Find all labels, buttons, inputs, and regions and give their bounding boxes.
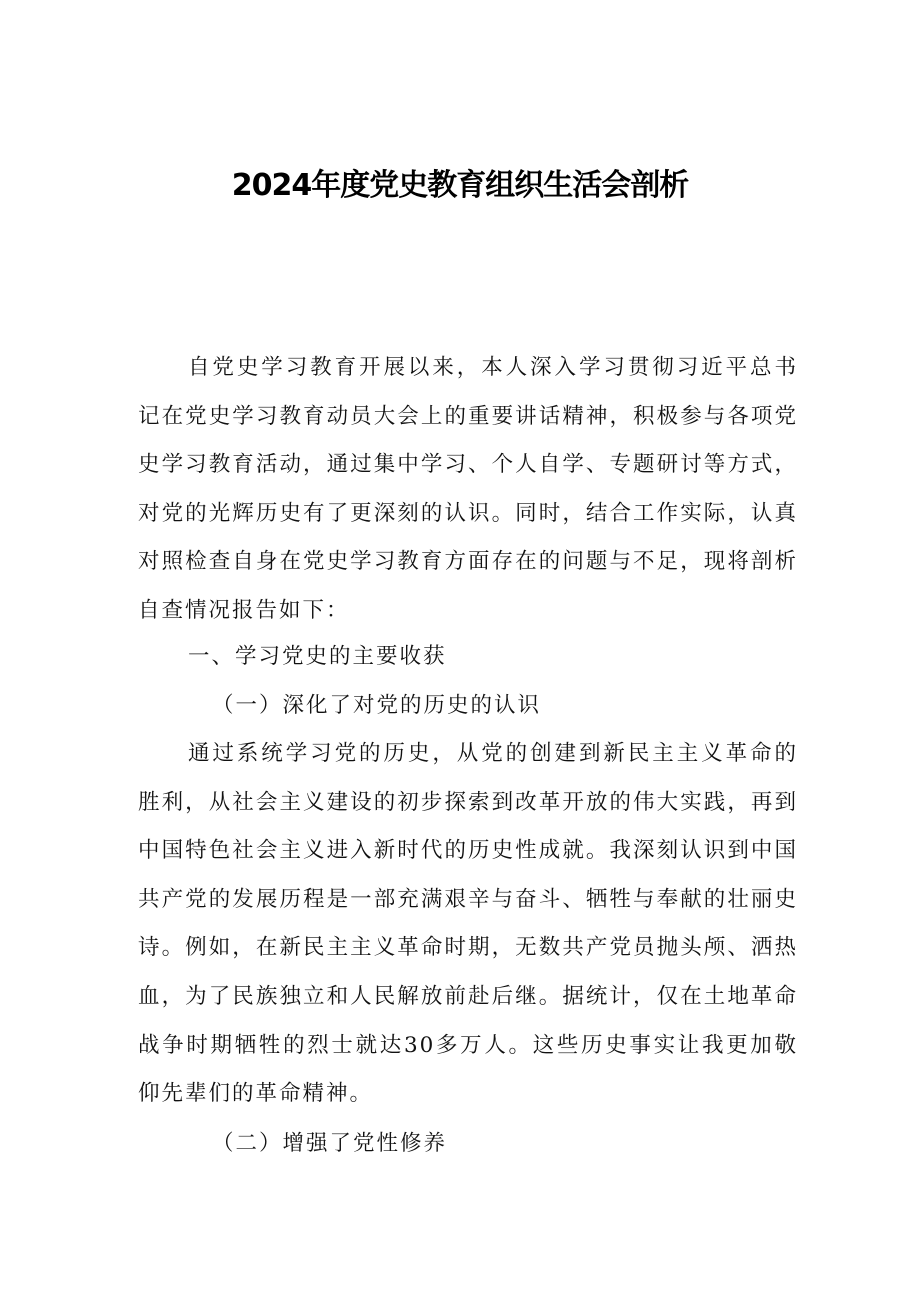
subsection-paragraph-1: 通过系统学习党的历史，从党的创建到新民主主义革命的胜利，从社会主义建设的初步探索到改革开放的伟大实践，再到中国特色社会主义进入新时代的历史性成就。我深刻认识到中国共产党的发展历程是一部充满艰辛与奋斗、牺牲与奉献的壮丽史诗。例如，在新民主主义革命时期，无数共产党员抛头颅、洒热血，为了民族独立和人民解放前赴后继。据统计，仅在土地革命战争时期牺牲的烈士就达30多万人。这些历史事实让我更加敬仰先辈们的革命精神。	[138, 741, 798, 1107]
intro-paragraph: 自党史学习教育开展以来，本人深入学习贯彻习近平总书记在党史学习教育动员大会上的重要讲话精神，积极参与各项党史学习教育活动，通过集中学习、个人自学、专题研讨等方式，对党的光辉历史有了更深刻的认识。同时，结合工作实际，认真对照检查自身在党史学习教育方面存在的问题与不足，现将剖析自查情况报告如下：	[138, 355, 798, 623]
section-heading-1: 一、学习党史的主要收获	[188, 644, 447, 669]
document-title: 2024年度党史教育组织生活会剖析	[231, 168, 689, 203]
subsection-heading-1: （一）深化了对党的历史的认识	[212, 693, 542, 718]
subsection-heading-2: （二）增强了党性修养	[212, 1131, 448, 1156]
